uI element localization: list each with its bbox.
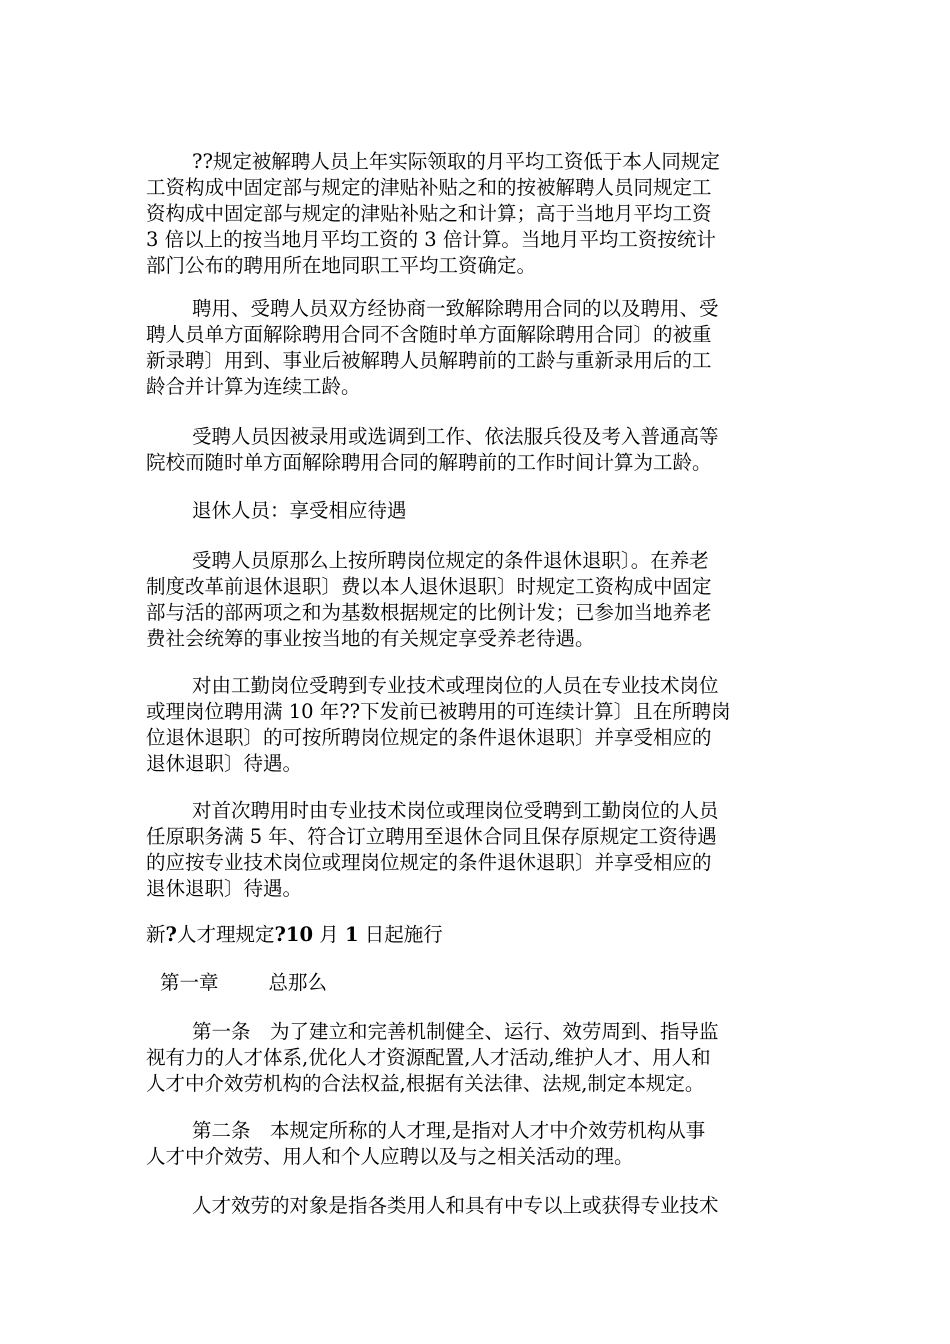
heading-part: 新 [146,923,166,946]
text-line: 或理岗位聘用满 10 年??下发前已被聘用的可连续计算〕且在所聘岗 [146,700,731,723]
text-line: 部门公布的聘用所在地同职工平均工资确定。 [146,254,537,277]
text-line: 对首次聘用时由专业技术岗位或理岗位受聘到工勤岗位的人员 [192,799,719,822]
article-two [146,1118,806,1170]
text-line: 新录聘〕用到、事业后被解聘人员解聘前的工龄与重新录用后的工 [146,349,712,372]
text-line: 资构成中固定部与规定的津贴补贴之和计算；高于当地月平均工资 [146,202,712,225]
text-line: 费社会统筹的事业按当地的有关规定享受养老待遇。 [146,627,595,650]
text-line: 人才中介效劳、用人和个人应聘以及与之相关活动的理。 [146,1145,634,1168]
text-line: 人才中介效劳机构的合法权益,根据有关法律、法规,制定本规定。 [146,1072,705,1095]
regulation-heading [146,922,806,948]
chapter-label: 第一章 [160,971,219,994]
text-line: 工资构成中固定部与规定的津贴补贴之和的按被解聘人员同规定工 [146,176,712,199]
text-line: 受聘人员因被录用或选调到工作、依法服兵役及考入普通高等 [192,425,719,448]
heading-part: 日起施行 [358,923,443,946]
paragraph-retirement-conditions [146,548,806,652]
text-line: 退休退职〕待遇。 [146,877,303,900]
heading-part: 1 [344,923,359,946]
text-line: 聘人员单方面解除聘用合同不含随时单方面解除聘用合同〕的被重 [146,323,712,346]
text-line: 的应按专业技术岗位或理岗位规定的条件退休退职〕并享受相应的 [146,851,712,874]
paragraph-wage-calculation [146,149,806,279]
text-line: 受聘人员原那么上按所聘岗位规定的条件退休退职〕。在养老 [192,549,709,572]
text-line: 人才效劳的对象是指各类用人和具有中专以上或获得专业技术 [192,1194,719,1217]
paragraph-service-post-transfer [146,673,806,777]
text-line: ??规定被解聘人员上年实际领取的月平均工资低于本人同规定 [192,150,720,173]
chapter-line [160,970,820,996]
text-line: 聘用、受聘人员双方经协商一致解除聘用合同的以及聘用、受 [192,297,719,320]
heading-part: 人才理规定 [176,923,275,946]
article-one [146,1019,806,1097]
text-line: 龄合并计算为连续工龄。 [146,375,361,398]
text-line: 部与活的部两项之和为基数根据规定的比例计发；已参加当地养老 [146,601,712,624]
text-line: 退休人员：享受相应待遇 [192,499,407,522]
text-line: 退休退职〕待遇。 [146,752,303,775]
heading-part: ?10 [274,923,314,946]
text-line: 第一条 为了建立和完善机制健全、运行、效劳周到、指导监 [192,1020,719,1043]
text-line: 第二条 本规定所称的人才理,是指对人才中介效劳机构从事 [192,1119,706,1142]
paragraph-service-seniority [146,424,806,476]
chapter-name: 总那么 [268,971,328,994]
chapter-title [160,970,820,996]
article-two-service-object [146,1193,806,1219]
heading-text [146,922,806,948]
text-line: 视有力的人才体系,优化人才资源配置,人才活动,维护人才、用人和 [146,1046,711,1069]
text-line: 任原职务满 5 年、符合订立聘用至退休合同且保存原规定工资待遇 [146,825,717,848]
text-line: 院校而随时单方面解除聘用合同的解聘前的工作时间计算为工龄。 [146,451,712,474]
paragraph-first-employment [146,798,806,902]
heading-part: 月 [313,923,345,946]
paragraph-retirees [146,498,806,524]
text-line: 制度改革前退休退职〕费以本人退休退职〕时规定工资构成中固定 [146,575,712,598]
heading-part: ? [165,923,177,946]
text-line: 对由工勤岗位受聘到专业技术或理岗位的人员在专业技术岗位 [192,674,719,697]
text-line: 3 倍以上的按当地月平均工资的 3 倍计算。当地月平均工资按统计 [146,228,716,251]
text-line: 位退休退职〕的可按所聘岗位规定的条件退休退职〕并享受相应的 [146,726,712,749]
paragraph-reemployment-seniority [146,296,806,400]
